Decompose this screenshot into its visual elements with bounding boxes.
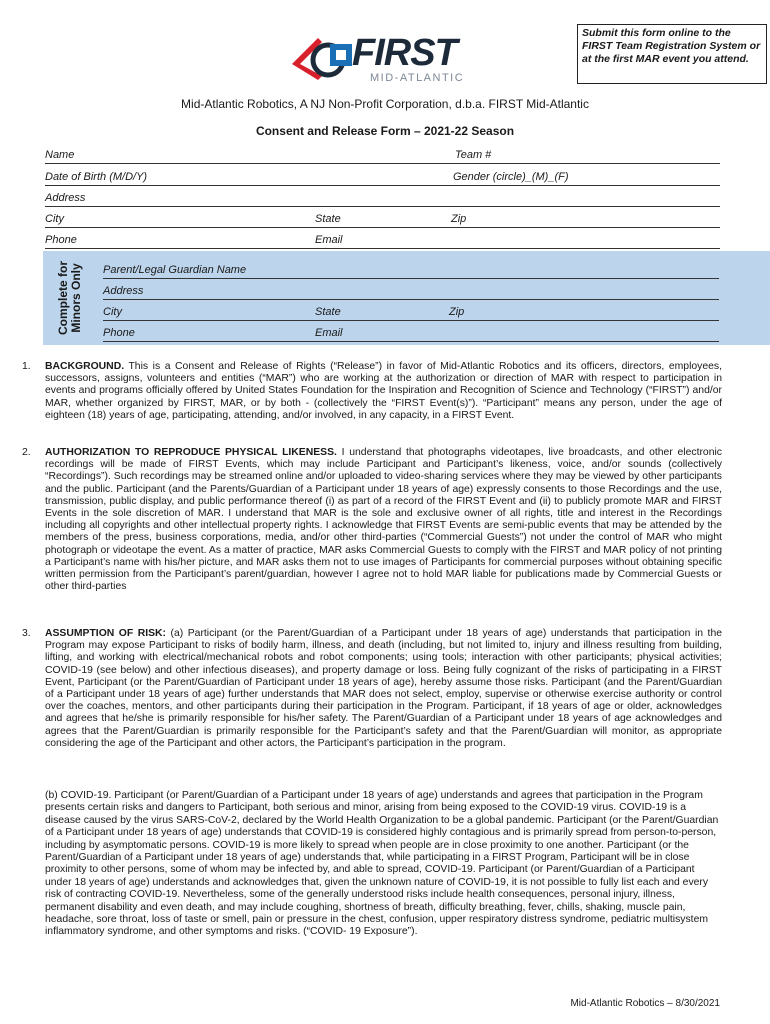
- section-background: [22, 361, 722, 422]
- footer: Mid-Atlantic Robotics – 8/30/2021: [570, 998, 720, 1009]
- guardian-state-field[interactable]: State: [315, 305, 449, 321]
- dob-row: [45, 170, 720, 186]
- section-number: 3.: [22, 628, 31, 639]
- minors-section: [43, 251, 770, 345]
- zip-field[interactable]: Zip: [451, 212, 720, 228]
- phone-row: [45, 233, 720, 249]
- guardian-row: [103, 263, 719, 279]
- guardian-city-row: [103, 305, 719, 321]
- section-heading: AUTHORIZATION TO REPRODUCE PHYSICAL LIKENESS.: [45, 447, 337, 458]
- section-text: This is a Consent and Release of Rights (“Release”) in favor of Mid-Atlantic Robotics and its officers, directors, employees, successors, assigns, volunteers and entities (“MAR”) who are working at the authorization or direction of MAR with respect to participation in events and programs officially offered by United States Foundation for the Inspiration and Recognition of Science and Technology (“FIRST”) and/or MAR, whether organized by FIRST, MAR, or by both - (collectively the “FIRST Event(s)”). “Participant” means any person, under the age of eighteen (18) years of age, participating, attending, and/or involved, in any capacity, in a FIRST Event.: [45, 361, 722, 421]
- covid-paragraph: (b) COVID-19. Participant (or Parent/Guardian of a Participant under 18 years of age) understands and agrees that participation in the Program presents certain risks and dangers to Participant, both serious and minor, arising from being exposed to the COVID-19 virus. COVID-19 is a disease caused by the virus SARS-CoV-2, declared by the World Health Organization to be a global pandemic. Participant (or the Parent/Guardian of a Participant under 18 years of age) understands that COVID-19 is considered highly contagious and is primarily spread from person-to-person, including by asymptomatic persons. COVID-19 is more likely to spread when people are in close proximity to one another. Participant (or the Parent/Guardian of a Participant under 18 years of age) understands that, while participating in a FIRST Program, Participant will be in close proximity to other persons, some of whom may be infected by, and able to spread, COVID-19. Participant (or Parent/Guardian of a Participant under 18 years of age) understands and acknowledges that, given the unknown nature of COVID-19, it is not possible to fully list each and every risk of contracting COVID-19. Nevertheless, some of the generally understood risks include health consequences, personal injury, illness, permanent disability and even death, and may include coughing, shortness of breath, difficulty breathing, fever, chills, shaking, muscle pain, headache, sore throat, loss of taste or smell, pain or pressure in the chest, confusion, upper respiratory distress syndrome, pediatric multisystem inflammatory syndrome, and other symptoms and risks. (“COVID- 19 Exposure”).: [45, 790, 719, 938]
- city-row: [45, 212, 720, 228]
- guardian-city-field[interactable]: City: [103, 305, 315, 321]
- guardian-address-row: [103, 284, 719, 300]
- phone-field[interactable]: Phone: [45, 233, 315, 249]
- guardian-address-field[interactable]: Address: [103, 284, 719, 300]
- guardian-zip-field[interactable]: Zip: [449, 305, 719, 321]
- name-field[interactable]: Name: [45, 148, 455, 164]
- address-field[interactable]: Address: [45, 191, 720, 207]
- section-text: (a) Participant (or the Parent/Guardian of a Participant under 18 years of age) understands that participation in the Program may expose Participant to risks of bodily harm, illness, and death (including, but not limited to, injury and illness resulting from building, lifting, and working with electrical/mechanical robots and robot components; using tools; interaction with other participants; physical activities; COVID-19 (see below) and other infectious diseases), and property damage or loss. Being fully cognizant of the risks of participating in a FIRST Event, Participant (or the Parent/Guardian of Participant under 18 years of age), hereby assume those risks. Participant (and the Parent/Guardian of a Participant under 18 years of age) further understands that MAR does not select, employ, supervise or otherwise exercise authority or control over the coaches, mentors, and other participants during their participation in the Program. Participant, if 18 years of age or older, acknowledges and agrees that he/she is primarily responsible for his/her safety. The Parent/Guardian of a Participant under 18 years of age acknowledges and agrees that the Parent/Guardian is primarily responsible for the Participant’s safety and that the Parent/Guardian will monitor, as appropriate considering the age of the Participant and other actors, the Participant’s participation in the program.: [45, 628, 722, 749]
- name-row: [45, 148, 720, 164]
- first-logo-icon: [288, 34, 358, 84]
- section-heading: ASSUMPTION OF RISK:: [45, 628, 167, 639]
- section-authorization: [22, 447, 722, 593]
- section-number: 2.: [22, 447, 31, 458]
- guardian-email-field[interactable]: Email: [315, 326, 719, 342]
- minors-only-label: Complete for Minors Only: [56, 261, 83, 336]
- submission-notice: Submit this form online to the FIRST Team Registration System or at the first MAR event you attend.: [577, 24, 767, 84]
- gender-field[interactable]: Gender (circle)_(M)_(F): [453, 170, 720, 186]
- address-row: [45, 191, 720, 207]
- logo-wordmark: FIRST: [352, 32, 457, 74]
- section-number: 1.: [22, 361, 31, 372]
- organization-line: Mid-Atlantic Robotics, A NJ Non-Profit Corporation, d.b.a. FIRST Mid-Atlantic: [181, 97, 589, 111]
- section-assumption-of-risk: [22, 628, 722, 750]
- logo-subtitle: MID-ATLANTIC: [370, 72, 465, 84]
- email-field[interactable]: Email: [315, 233, 720, 249]
- dob-field[interactable]: Date of Birth (M/D/Y): [45, 170, 453, 186]
- form-title: Consent and Release Form – 2021-22 Season: [255, 124, 515, 138]
- section-text: I understand that photographs videotapes, live broadcasts, and other electronic recordings will be made of FIRST Events, which may include Participant and Participant’s likeness, voice, and/or sounds (collectively “Recordings”). Such recordings may be streamed online and/or uploaded to video-sharing services where they may be viewed by other participants and the public. Participant (and the Parents/Guardian of a Participant under 18 years of age) expressly consents to those Recordings and the use, transmission, public display, and public performance thereof (i) as part of a record of the FIRST Event and (ii) to publicly promote MAR and FIRST Events in the sole discretion of MAR. I understand that MAR is the sole and exclusive owner of all rights, title and interest in the Recordings including all copyrights and other intellectual property rights. I acknowledge that FIRST Events are semi-public events that may be attended by the members of the press, business corporations, media, and/or other third-parties (“Commercial Guests”) not under the control of MAR who might photograph or videotape the event. As a matter of practice, MAR asks Commercial Guests to comply with the FIRST and MAR policy of not printing a Participant’s name with his/her picture, and MAR asks them not to use images of Participants for commercial purposes without obtaining specific written permission from the Participant’s parent/guardian, however I agree not to hold MAR liable for publications made by Commercial Guests or other third-parties: [45, 447, 722, 593]
- guardian-phone-row: [103, 326, 719, 342]
- first-logo: [288, 30, 488, 90]
- state-field[interactable]: State: [315, 212, 451, 228]
- team-field[interactable]: Team #: [455, 148, 720, 164]
- guardian-name-field[interactable]: Parent/Legal Guardian Name: [103, 263, 719, 279]
- section-heading: BACKGROUND.: [45, 361, 125, 372]
- guardian-phone-field[interactable]: Phone: [103, 326, 315, 342]
- city-field[interactable]: City: [45, 212, 315, 228]
